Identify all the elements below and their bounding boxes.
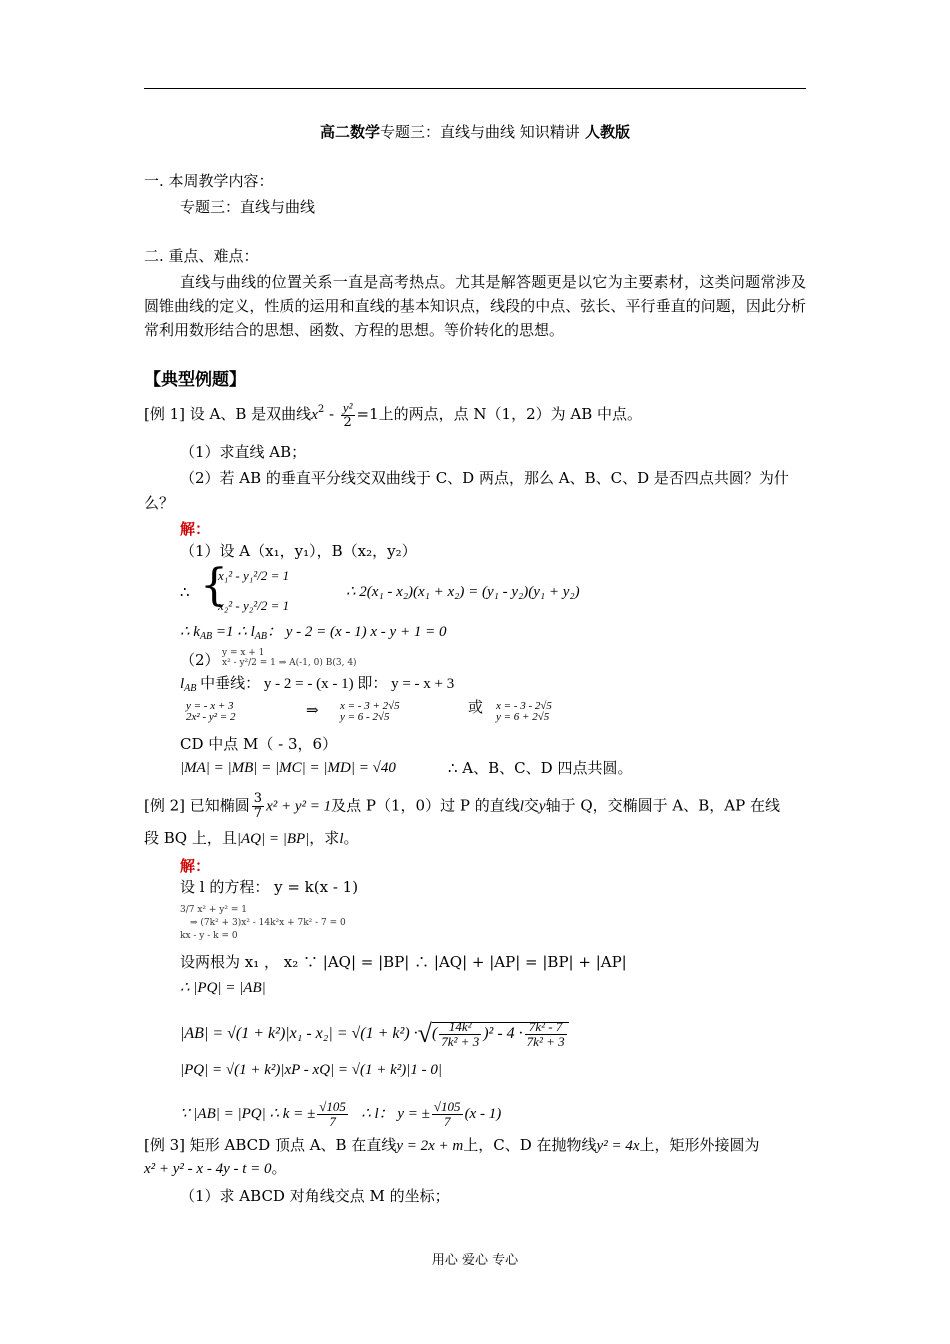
example1-question2-cont: 么？ xyxy=(144,494,175,512)
page-title: 高二数学专题三：直线与曲线 知识精讲 人教版 xyxy=(319,123,631,141)
example1-therefore: ∴ xyxy=(180,583,190,601)
example2-tiny-row1: 3/7 x² + y² = 1 xyxy=(180,905,247,915)
example2-fraction: $\frac{3}{7}$ xyxy=(253,791,263,821)
or-text: 或 xyxy=(468,698,484,716)
example3-question1: （1）求 ABCD 对角线交点 M 的坐标； xyxy=(180,1187,450,1205)
implies-arrow: ⇒ xyxy=(306,701,319,719)
page-footer: 用心 爱心 专心 xyxy=(431,1253,519,1268)
example2-step1: 设 l 的方程： y = k(x - 1) xyxy=(180,878,359,896)
example2-statement: [例 2] 已知椭圆 $\frac{3}{7}$ x² + y² = 1及点 P（1，0）过 P 的直线l交y轴于 Q，交椭圆于 A、B，AP 在线 xyxy=(144,791,780,821)
example1-distances: |MA| = |MB| = |MC| = |MD| = √40 xyxy=(180,760,396,776)
example2-tiny-row2: ⇒ (7k² + 3)x² - 14k²x + 7k² - 7 = 0 xyxy=(190,918,346,928)
example2-step3: ∴ |PQ| = |AB| xyxy=(180,980,266,996)
example2-pq-length: |PQ| = √(1 + k²)|xP - xQ| = √(1 + k²)|1 - 0| xyxy=(180,1062,443,1078)
section1-heading: 一. 本周教学内容： xyxy=(144,172,274,190)
example2-final: ∵ |AB| = |PQ| ∴ k = ± $\frac{√105}{7}$ ∴ l： y = ± $\frac{√105}{7}$ (x - 1) xyxy=(180,1099,502,1129)
l-fraction: $\frac{√105}{7}$ xyxy=(433,1099,461,1129)
example1-tiny-row2: x² - y²/2 = 1 ⇒ A(-1, 0) B(3, 4) xyxy=(222,658,357,668)
example1-question2: （2）若 AB 的垂直平分线交双曲线于 C、D 两点，那么 A、B、C、D 是否四点共圆？为什 xyxy=(180,469,789,487)
example2-step2: 设两根为 x₁ ， x₂ ∵ |AQ| = |BP| ∴ |AQ| + |AP| = |BP| + |AP| xyxy=(180,953,627,971)
examples-heading: 【典型例题】 xyxy=(144,370,246,390)
example1-question1: （1）求直线 AB； xyxy=(180,443,307,461)
system1-row2: x₂² - y₂²/2 = 1 xyxy=(218,598,290,613)
example1-tiny-row1: y = x + 1 xyxy=(222,648,265,658)
header-rule xyxy=(144,88,806,89)
example1-statement: [例 1] 设 A、B 是双曲线$x^2$ - $\frac{\text{y²}}{2}$ =1上的两点，点 N（1，2）为 AB 中点。 xyxy=(144,399,643,430)
example1-slope-line: ∴ $k_{AB} =1$ ∴ $l_{AB}$： y - 2 = (x - 1) x - y + 1 = 0 xyxy=(180,624,447,642)
example1-perp-bisector: $l_{AB}$ 中垂线： y - 2 = - (x - 1) 即： y = - x + 3 xyxy=(180,676,455,694)
ab-fraction-1: $\frac{\text{14k²}}{\text{7k² + 3}}$ xyxy=(441,1019,480,1049)
example1-factorization: ∴ 2(x₁ - x₂)(x₁ + x₂) = (y₁ - y₂)(y₁ + y₂) xyxy=(346,584,580,600)
example3-statement: [例 3] 矩形 ABCD 顶点 A、B 在直线y = 2x + m上，C、D 在抛物线y² = 4x上，矩形外接圆为 xyxy=(144,1136,760,1154)
example1-step1: （1）设 A（x₁，y₁），B（x₂，y₂） xyxy=(180,542,417,560)
example2-ab-length: |AB| = √(1 + k²)|x₁ - x₂| = √(1 + k²) ·√( $\frac{\text{14k²}}{\text{7k² + 3}}$ )² - 4 · $\frac{\text{7k² - 7}}{\text{7k² + 3}}$ xyxy=(180,1020,569,1049)
example2-statement-cont: 段 BQ 上，且|AQ| = |BP|，求l。 xyxy=(144,829,359,847)
example1-conclusion: ∴ A、B、C、D 四点共圆。 xyxy=(448,759,633,777)
solution-a-row1: x = - 3 + 2√5 xyxy=(340,700,400,712)
section2-paragraph: 直线与曲线的位置关系一直是高考热点。尤其是解答题更是以它为主要素材，这类问题常涉及圆锥曲线的定义，性质的运用和直线的基本知识点，线段的中点、弦长、平行垂直的问题，因此分析常利用数形结合的思想、函数、方程的思想。等价转化的思想。 xyxy=(144,273,806,339)
solution-a-row2: y = 6 - 2√5 xyxy=(340,711,390,723)
system-brace: { xyxy=(200,560,228,611)
solution-b-row1: x = - 3 - 2√5 xyxy=(496,700,552,712)
example1-solution-label: 解： xyxy=(180,520,211,538)
example1-fraction: $\frac{\text{y²}}{2}$ xyxy=(342,399,353,430)
example1-cd-midpoint: CD 中点 M（ - 3，6） xyxy=(180,735,338,753)
example3-circle: x² + y² - x - 4y - t = 0。 xyxy=(144,1161,287,1177)
example2-solution-label: 解： xyxy=(180,857,211,875)
section2-heading: 二. 重点、难点： xyxy=(144,247,259,265)
section1-content: 专题三：直线与曲线 xyxy=(180,198,316,216)
system2-row2: 2x² - y² = 2 xyxy=(186,711,236,723)
system2-row1: y = - x + 3 xyxy=(186,700,234,712)
example2-tiny-row3: kx - y - k = 0 xyxy=(180,931,238,941)
k-fraction: $\frac{√105}{7}$ xyxy=(319,1099,346,1129)
example1-part2-label: （2） xyxy=(180,651,220,669)
solution-b-row2: y = 6 + 2√5 xyxy=(496,711,550,723)
ab-fraction-2: $\frac{\text{7k² - 7}}{\text{7k² + 3}}$ xyxy=(526,1019,565,1049)
system1-row1: x₁² - y₁²/2 = 1 xyxy=(218,568,290,583)
